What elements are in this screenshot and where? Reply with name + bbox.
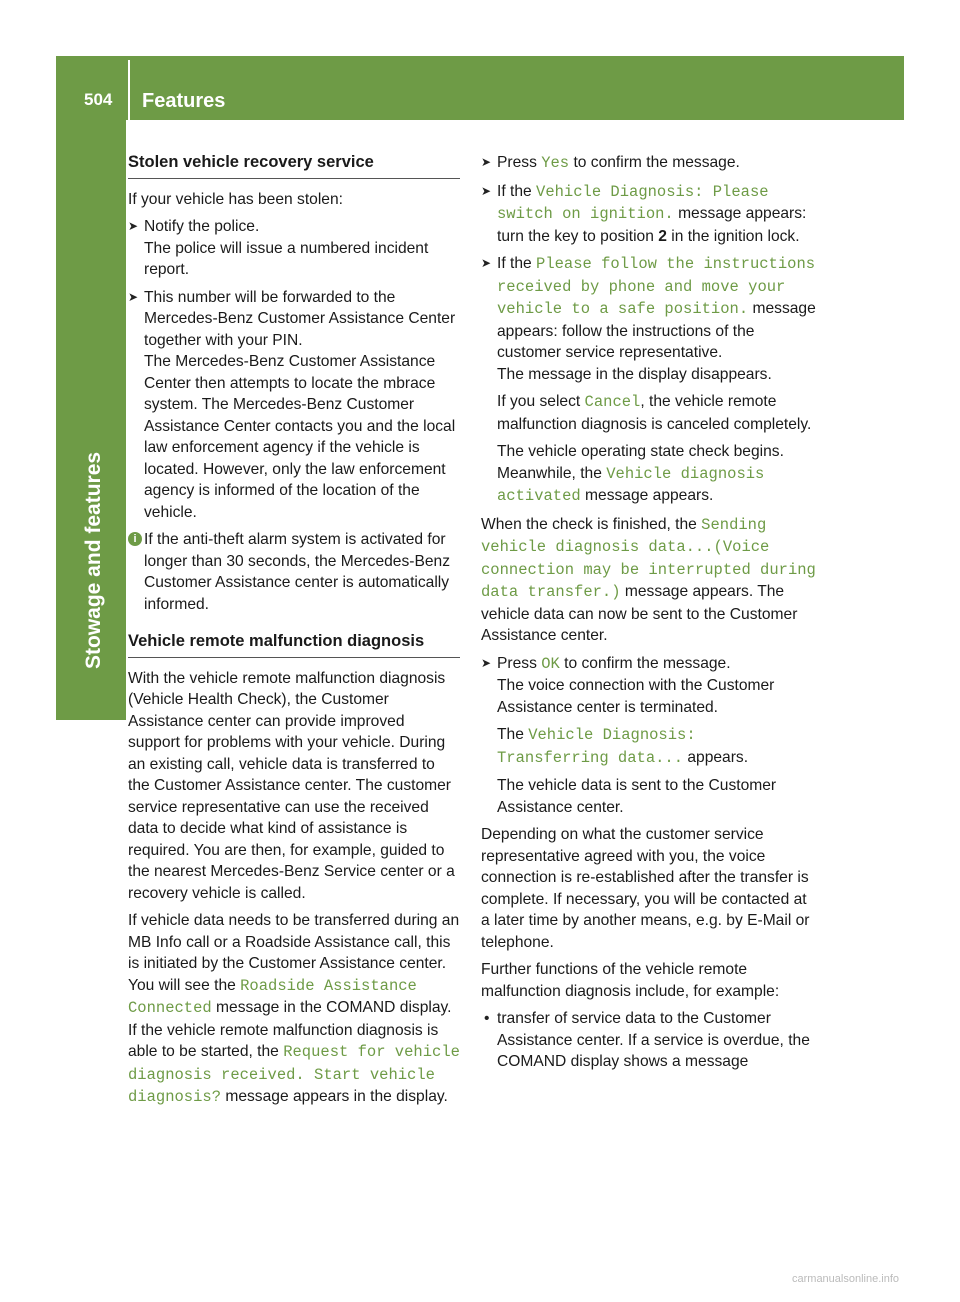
further-functions-paragraph: Further functions of the vehicle remote malfunction diagnosis include, for example:: [481, 961, 780, 1000]
remote-paragraph-1: With the vehicle remote malfunction diagnosis (Vehicle Health Check), the Customer Assistance center can provide improved support for problems with your vehicle. During an existing call, vehicle data is transferred to the Customer Assistance center. The customer service representative can use the received data to decide what kind of assistance is required. You are then, for example, guided to the nearest Mercedes-Benz Service center or a recovery vehicle is called.: [128, 669, 455, 902]
step-notify-police: ➤ Notify the police. The police will issue a numbered incident report.: [128, 216, 460, 281]
transferring-paragraph: The Vehicle Diagnosis: Transferring data... appears.: [497, 726, 749, 767]
list-item: • transfer of service data to the Customer Assistance center. If a service is overdue, the COMAND display shows a message: [481, 1008, 816, 1073]
header-divider: [128, 60, 130, 120]
display-message: Vehicle diagnosis activated: [497, 464, 765, 505]
page-number: 504: [84, 90, 113, 109]
check-finished-paragraph: When the check is finished, the Sending vehicle diagnosis data...(Voice connection may be interrupted during data transfer.) message appears. The vehicle data can now be sent to the Customer Assistance center.: [481, 515, 816, 644]
right-column: [481, 152, 816, 1079]
display-message: Please follow the instructions received by phone and move your vehicle to a safe position.: [497, 255, 816, 318]
step-number-forwarded: ➤ This number will be forwarded to the Mercedes-Benz Customer Assistance Center together with your PIN. The Mercedes-Benz Customer Assistance Center then attempts to locate the mbrace system. The Mercedes-Benz Customer Assistance Center contacts you and the local law enforcement agency if the vehicle is located. However, only the law enforcement agency is informed of the location of the vehicle.: [128, 287, 460, 524]
cancel-paragraph: If you select Cancel, the vehicle remote malfunction diagnosis is canceled completely.: [497, 393, 812, 433]
remote-paragraph-2: If vehicle data needs to be transferred during an MB Info call or a Roadside Assistance call, this is initiated by the Customer Assistance center. You will see the Roadside Assistance Connected message in the COMAND display. If the vehicle remote malfunction diagnosis is able to be started, the Request for vehicle diagnosis received. Start vehicle diagnosis? message appears in the display.: [128, 912, 460, 1106]
step-ignition: ➤ If the Vehicle Diagnosis: Please switch on ignition. message appears: turn the key to position 2 in the ignition lock.: [481, 181, 816, 248]
data-sent-paragraph: The vehicle data is sent to the Customer Assistance center.: [497, 777, 777, 816]
stolen-intro: If your vehicle has been stolen:: [128, 190, 343, 208]
display-message: OK: [541, 654, 560, 673]
section-title-stolen: Stolen vehicle recovery service: [128, 152, 460, 179]
display-message: Sending vehicle diagnosis data...(Voice connection may be interrupted during data transfer.): [481, 515, 816, 601]
display-message: Vehicle Diagnosis: Transferring data...: [497, 726, 696, 767]
section-title-remote: Vehicle remote malfunction diagnosis: [128, 631, 460, 658]
depending-paragraph: Depending on what the customer service representative agreed with you, the voice connection is re-established after the transfer is complete. If necessary, you will be contacted at a later time by another means, e.g. by E-Mail or telephone.: [481, 826, 810, 951]
info-icon: i: [128, 532, 142, 546]
step-press-yes: ➤ Press Yes to confirm the message.: [481, 152, 816, 175]
check-begins-paragraph: The vehicle operating state check begins. Meanwhile, the Vehicle diagnosis activated message appears.: [497, 443, 784, 505]
step-follow-instructions: ➤ If the Please follow the instructions received by phone and move your vehicle to a safe position. message appears: follow the instructions of the customer service representative. The message in the display disappears.: [481, 253, 816, 385]
display-message: Roadside Assistance Connected: [128, 976, 417, 1017]
display-message: Cancel: [584, 393, 641, 411]
left-column: [128, 152, 460, 1115]
watermark: carmanualsonline.info: [792, 1273, 900, 1285]
display-message: Yes: [541, 154, 570, 172]
display-message: Request for vehicle diagnosis received. Start vehicle diagnosis?: [128, 1043, 460, 1106]
info-note: i If the anti-theft alarm system is activated for longer than 30 seconds, the Mercedes-Benz Customer Assistance center is automatically informed.: [128, 529, 460, 615]
step-press-ok: ➤ Press OK to confirm the message. The voice connection with the Customer Assistance center is terminated.: [481, 653, 816, 719]
display-message: Vehicle Diagnosis: Please switch on ignition.: [497, 182, 769, 223]
side-tab-label: Stowage and features: [82, 451, 105, 669]
page-title: Features: [142, 90, 226, 112]
